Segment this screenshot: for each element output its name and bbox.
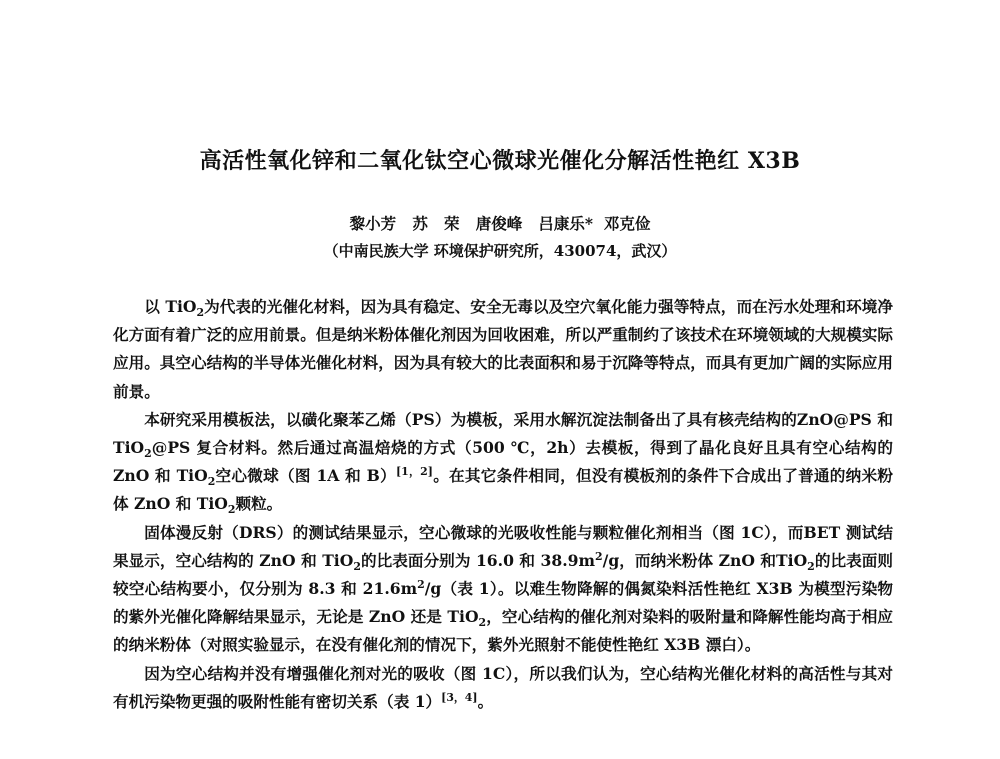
text-run: 固体漫反射（DRS）的测试结果显示，空心微球的光吸收性能与颗粒催化剂相当（图 1C），而BET 测试结果显示，空心结构的 ZnO 和 TiO xyxy=(113,522,893,570)
superscript: 2 xyxy=(595,549,603,563)
subscript: 2 xyxy=(478,616,487,630)
citation-ref: [1，2] xyxy=(395,465,433,479)
text-run: 空心微球（图 1A 和 B） xyxy=(215,466,396,486)
author-list: 黎小芳 苏 荣 唐俊峰 吕康乐* 邓克俭 xyxy=(349,214,651,233)
text-run: 本研究采用模板法，以磺化聚苯乙烯（PS）为模板，采用水解沉淀法制备出了具有核壳结构的ZnO@PS 和 TiO xyxy=(113,409,893,458)
subscript: 2 xyxy=(196,306,205,320)
text-run: /g（表 1）。以难生物降解的偶氮染料活性艳红 X3B 为模型污染物的紫外光催化降解结果显示，无论是 ZnO 还是 TiO xyxy=(113,579,893,627)
citation-ref: [3，4] xyxy=(441,690,478,704)
text-run: @PS 复合材料。然后通过高温焙烧的方式（500 ℃，2h）去模板，得到了晶化良好且具有空心结构的 ZnO 和 TiO xyxy=(113,438,893,486)
superscript: 2 xyxy=(417,577,425,591)
text-run: ，空心结构的催化剂对染料的吸附量和降解性能均高于相应的纳米粉体（对照实验显示，在没有催化剂的情况下，紫外光照射不能使性艳红 X3B 漂白）。 xyxy=(113,607,893,655)
paragraph-1 xyxy=(113,293,893,406)
text-run: 为代表的光催化材料，因为具有稳定、安全无毒以及空穴氧化能力强等特点，而在污水处理和环境净化方面有着广泛的应用前景。但是纳米粉体催化剂因为回收困难，所以严重制约了该技术在环境领域的大规模实际应用。具空心结构的半导体光催化材料，因为具有较大的比表面积和易于沉降等特点，而具有更加广阔的实际应用前景。 xyxy=(113,297,893,401)
text-run: 因为空心结构并没有增强催化剂对光的吸收（图 1C），所以我们认为，空心结构光催化材料的高活性与其对有机污染物更强的吸附性能有密切关系（表 1） xyxy=(113,663,893,711)
paragraph-2 xyxy=(113,406,893,519)
text-run: 颗粒。 xyxy=(235,494,283,514)
paragraph-3 xyxy=(113,519,893,660)
text-run: 的比表面分别为 16.0 和 38.9m xyxy=(360,550,596,570)
subscript: 2 xyxy=(227,503,236,517)
text-run: 。在其它条件相同，但没有模板剂的条件下合成出了普通的纳米粉体 ZnO 和 TiO xyxy=(113,466,893,514)
subscript: 2 xyxy=(807,559,815,573)
abstract-body xyxy=(113,293,893,716)
text-run: 的比表面则较空心结构要小，仅分别为 8.3 和 21.6m xyxy=(113,550,893,599)
text-run: 以 TiO xyxy=(144,297,197,316)
text-run: 。 xyxy=(477,691,494,711)
paragraph-4 xyxy=(113,660,893,716)
text-run: /g，而纳米粉体 ZnO 和TiO xyxy=(602,550,808,570)
author-affiliation: （中南民族大学 环境保护研究所，430074，武汉） xyxy=(323,242,677,260)
paper-title: 高活性氧化锌和二氧化钛空心微球光催化分解活性艳红 X3B xyxy=(199,148,801,174)
subscript: 2 xyxy=(353,559,361,573)
subscript: 2 xyxy=(207,475,216,489)
subscript: 2 xyxy=(144,447,152,461)
